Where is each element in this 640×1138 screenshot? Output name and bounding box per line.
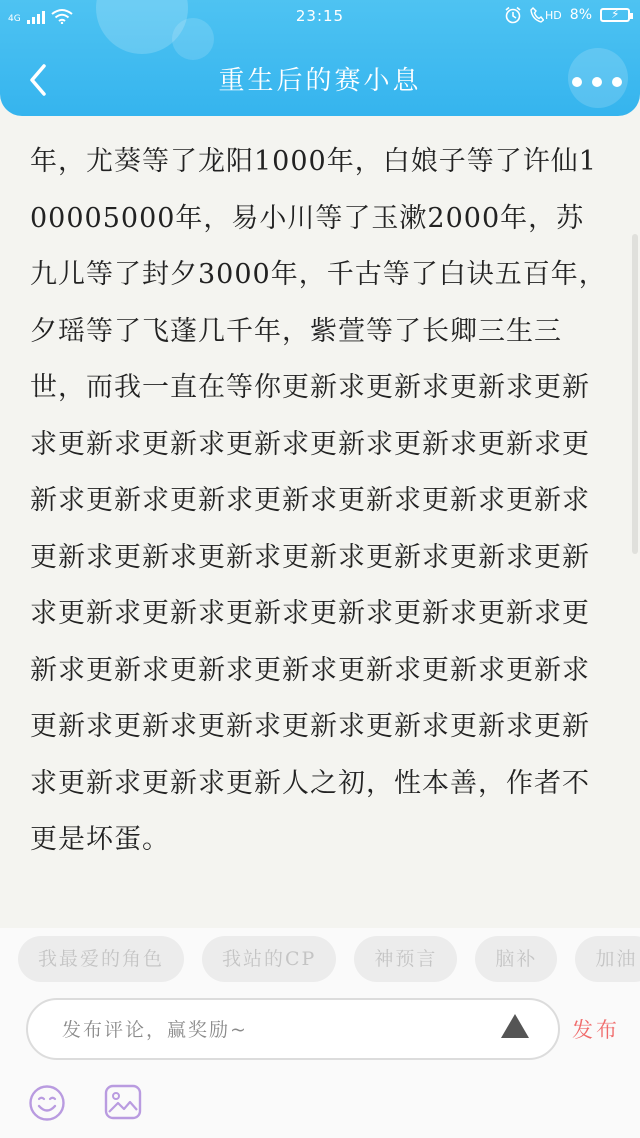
network-type: 4G bbox=[8, 14, 21, 24]
phone-icon bbox=[530, 7, 544, 23]
tag-chip[interactable]: 加油 bbox=[575, 936, 640, 982]
alarm-icon bbox=[504, 6, 522, 24]
tag-chip[interactable]: 脑补 bbox=[475, 936, 557, 982]
battery-percent: 8% bbox=[569, 7, 592, 23]
publish-button[interactable]: 发布 bbox=[572, 1018, 620, 1042]
app-header bbox=[0, 0, 640, 116]
tag-chip[interactable]: 我站的CP bbox=[202, 936, 336, 982]
chapter-content bbox=[0, 116, 640, 928]
comment-input[interactable] bbox=[60, 1014, 484, 1046]
hd-label: HD bbox=[545, 8, 562, 22]
chapter-text: 年，尤葵等了龙阳1000年，白娘子等了许仙100005000年，易小川等了玉漱2000年，苏九儿等了封夕3000年，千古等了白诀五百年，夕瑶等了飞蓬几千年，紫萱等了长卿三生三世，而我一直在等你更新求更新求更新求更新求更新求更新求更新求更新求更新求更新求更新求更新求更新求更新求更新求更新求更新求更新求更新求更新求更新求更新求更新求更新求更新求更新求更新求更新求更新求更新求更新求更新求更新求更新求更新求更新求更新求更新求更新求更新求更新求更新求更新求更新求更新求更新求更新人之初，性本善，作者不更是坏蛋。 bbox=[30, 146, 607, 855]
clock: 23:15 bbox=[295, 7, 345, 25]
scrollbar[interactable] bbox=[632, 234, 638, 554]
status-right bbox=[504, 6, 630, 24]
smiley-icon[interactable] bbox=[28, 1084, 66, 1122]
tag-chip[interactable]: 我最爱的角色 bbox=[18, 936, 184, 982]
tag-list bbox=[18, 936, 640, 984]
status-bar bbox=[0, 0, 640, 34]
hd-call-indicator bbox=[530, 7, 562, 23]
comment-box bbox=[26, 998, 560, 1060]
page-title: 重生后的赛小息 bbox=[218, 66, 422, 96]
comment-panel bbox=[0, 928, 640, 1138]
image-icon[interactable] bbox=[104, 1084, 142, 1120]
battery-icon: ⚡ bbox=[600, 8, 630, 22]
tag-chip[interactable]: 神预言 bbox=[354, 936, 457, 982]
more-options-icon[interactable] bbox=[572, 68, 622, 96]
expand-triangle-icon[interactable] bbox=[501, 1014, 529, 1038]
